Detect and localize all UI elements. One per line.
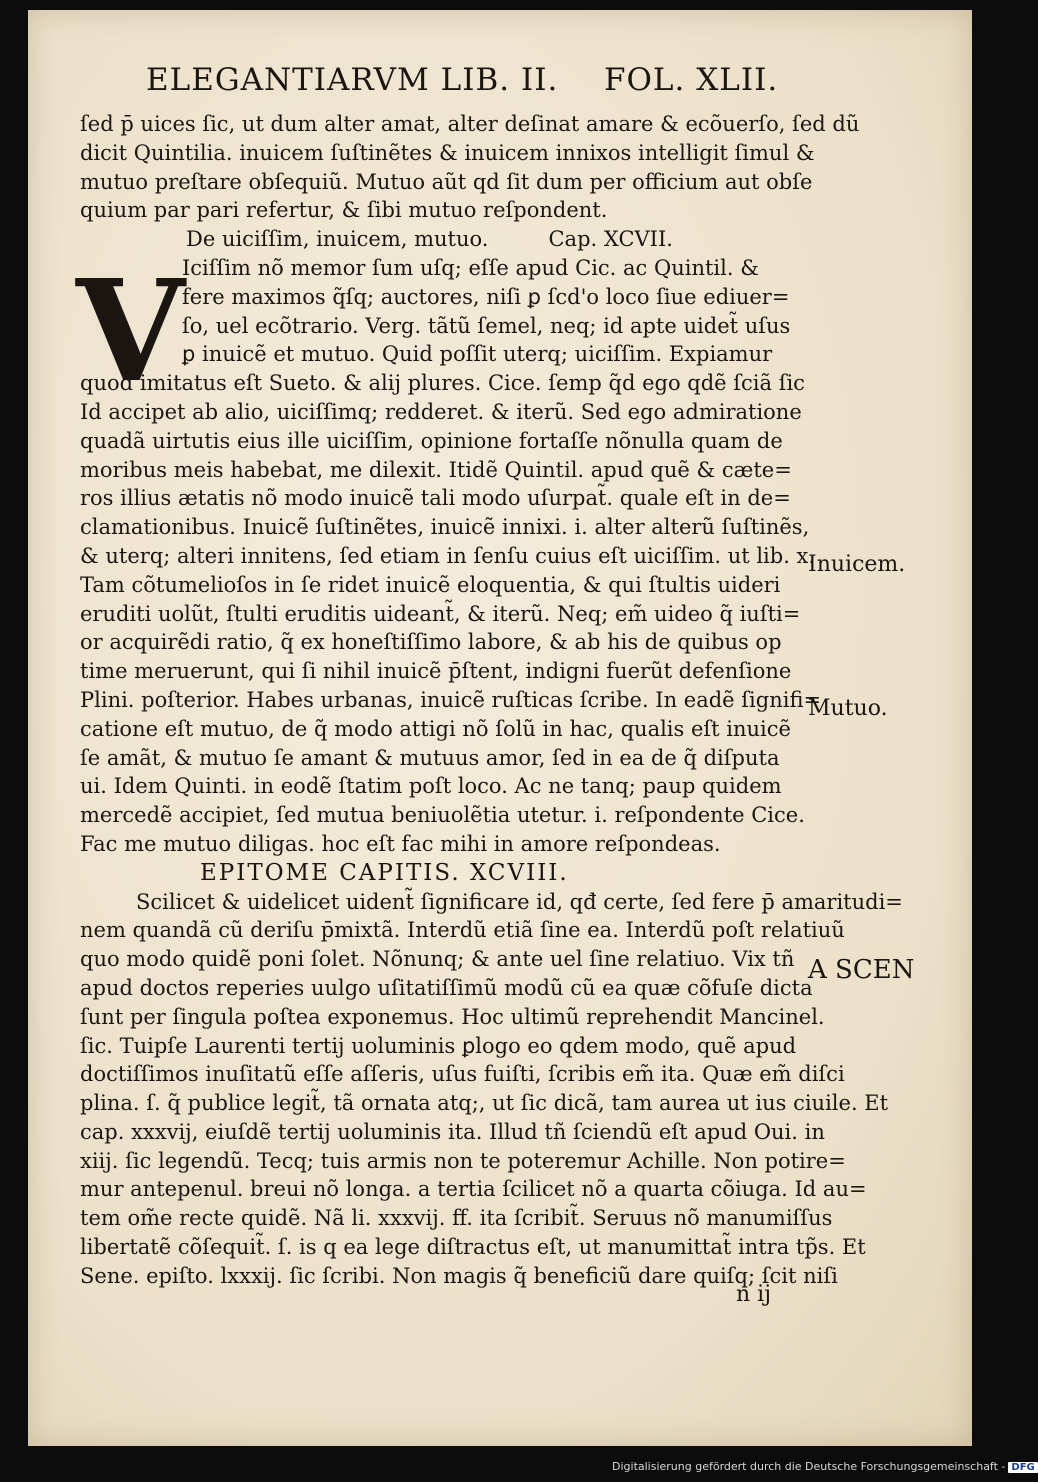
- running-title: ELEGANTIARVM LIB. II.: [146, 62, 559, 98]
- text-line: Sene. epiſto. lxxxij. ſic ſcribi. Non magis q̃ beneficiũ dare quiſq; ſcit niſi: [80, 1263, 838, 1288]
- text-line: cap. xxxvij, eiuſdẽ tertij uoluminis ita. Illud tñ ſciendũ eſt apud Oui. in: [80, 1119, 825, 1144]
- text-line: catione eſt mutuo, de q̃ modo attigi nõ ſolũ in hac, qualis eſt inuicẽ: [80, 716, 791, 741]
- text-line: eruditi uolũt, ſtulti eruditis uideant̃, & iterũ. Neq; em̃ uideo q̃ iuſti=: [80, 601, 801, 626]
- digitization-footer: [612, 1460, 1035, 1473]
- text-line: ſunt per ſingula poſtea exponemus. Hoc ultimũ reprehendit Mancinel.: [80, 1004, 825, 1029]
- text-line: mur antepenul. breui nõ longa. a tertia ſcilicet nõ a quarta cõiuga. Id au=: [80, 1177, 867, 1202]
- text-line: dicit Quintilia. inuicem ſuſtinẽtes & inuicem innixos intelligit ſimul &: [80, 140, 815, 165]
- margin-note-inuicem: Inuicem.: [808, 552, 906, 577]
- text-line: ſe amãt, & mutuo ſe amant & mutuus amor, ſed in ea de q̃ diſputa: [80, 745, 780, 770]
- text-line: Scilicet & uidelicet uident̃ ſignificare id, qđ certe, ſed fere p̄ amaritudi=: [136, 889, 903, 914]
- text-line: quo modo quidẽ poni ſolet. Nõnunq; & ante uel ſine relatiuo. Vix tñ: [80, 947, 795, 972]
- folio-number: FOL. XLII.: [604, 62, 779, 98]
- drop-cap: V: [76, 250, 185, 414]
- text-line: quium par pari refertur, & ſibi mutuo reſpondent.: [80, 198, 608, 223]
- book-page: [28, 10, 972, 1446]
- margin-note-mutuo: Mutuo.: [808, 696, 888, 721]
- text-line: plina. ſ. q̃ publice legit̃, tã ornata atq;, ut ſic dicã, tam aurea ut ius ciuile. Et: [80, 1091, 889, 1116]
- text-line: fere maximos q̃ſq; auctores, niſi ꝑ ſcd'o loco ſiue ediuer=: [182, 284, 790, 309]
- text-line: ſo, uel ecõtrario. Verg. tãtũ ſemel, neq; id apte uidet̃ uſus: [182, 313, 791, 338]
- text-line: clamationibus. Inuicẽ ſuſtinẽtes, inuicẽ innixi. i. alter alterũ ſuſtinẽs,: [80, 515, 810, 540]
- chapter-heading: [80, 225, 840, 254]
- text-line: ſed p̄ uices ſic, ut dum alter amat, alter deſinat amare & ecõuerſo, ſed dũ: [80, 112, 860, 136]
- text-line: libertatẽ cõſequit̃. ſ. is q ea lege diſtractus eſt, ut manumittat̃ intra tp̃s. Et: [80, 1235, 866, 1260]
- text-line: time meruerunt, qui ſi nihil inuicẽ p̄ſtent, indigni fuerũt defenſione: [80, 659, 792, 684]
- text-line: quadã uirtutis eius ille uiciſſim, opinione fortaſſe nõnulla quam de: [80, 428, 783, 453]
- text-line: ros illius ætatis nõ modo inuicẽ tali modo uſurpat̃. quale eſt in de=: [80, 486, 791, 511]
- text-line: mercedẽ accipiet, ſed mutua beniuolẽtia utetur. i. reſpondente Cice.: [80, 803, 805, 828]
- text-line: Iciſſim nõ memor ſum uſq; eſſe apud Cic. ac Quintil. &: [182, 255, 759, 280]
- epitome-heading: EPITOME CAPITIS. XCVIII.: [200, 859, 569, 886]
- text-line: & uterq; alteri innitens, ſed etiam in ſenſu cuius eſt uiciſſim. ut lib. x.: [80, 543, 816, 568]
- text-line: quod imitatus eſt Sueto. & alij plures. Cice. ſemp q̃d ego qdẽ ſciã ſic: [80, 371, 805, 396]
- text-line: doctiſſimos inuſitatũ eſſe aſſeris, uſus fuiſti, ſcribis em̃ ita. Quæ em̃ diſci: [80, 1062, 845, 1087]
- chapter-number: Cap. XCVII.: [548, 227, 673, 252]
- text-line: xiij. ſic legendũ. Tecq; tuis armis non te poteremur Achille. Non potire=: [80, 1148, 846, 1173]
- text-line: ſic. Tuipſe Laurenti tertij uoluminis ꝑlogo eo qdem modo, quẽ apud: [80, 1033, 797, 1058]
- margin-note-ascen: A SCEN: [808, 955, 915, 985]
- footer-text: Digitalisierung gefördert durch die Deutsche Forschungsgemeinschaft -: [612, 1460, 1006, 1473]
- text-line: ꝑ inuicẽ et mutuo. Quid poſſit uterq; uiciſſim. Expiamur: [182, 342, 773, 367]
- text-line: apud doctos reperies uulgo uſitatiſſimũ modũ cũ ea quæ cõfuſe dicta: [80, 975, 813, 1000]
- text-line: tem om̃e recte quidẽ. Nã li. xxxvij. ff. ita ſcribit̃. Seruus nõ manumiſſus: [80, 1206, 833, 1231]
- text-line: ui. Idem Quinti. in eodẽ ſtatim poſt loco. Ac ne tanq; paup quidem: [80, 774, 782, 799]
- text-line: moribus meis habebat, me dilexit. Itidẽ Quintil. apud quẽ & cæte=: [80, 457, 792, 482]
- text-line: Fac me mutuo diligas. hoc eſt fac mihi in amore reſpondeas.: [80, 831, 721, 856]
- text-line: or acquirẽdi ratio, q̃ ex honeſtiſſimo labore, & ab his de quibus op: [80, 630, 782, 655]
- text-line: Tam cõtumelioſos in ſe ridet inuicẽ eloquentia, & qui ſtultis uideri: [80, 572, 781, 597]
- dfg-logo: DFG: [1008, 1462, 1037, 1473]
- signature-mark: n ij: [736, 1282, 772, 1307]
- text-line: Id accipet ab alio, uiciſſimq; redderet. & iterũ. Sed ego admiratione: [80, 399, 802, 424]
- text-line: nem quandã cũ deriſu p̄mixtã. Interdũ etiã ſine ea. Interdũ poſt relatiuũ: [80, 918, 845, 943]
- chapter-title: De uiciſſim, inuicem, mutuo.: [186, 227, 489, 252]
- text-line: mutuo preſtare obſequiũ. Mutuo aũt qd ſit dum per officium aut obſe: [80, 169, 813, 194]
- text-line: Plini. poſterior. Habes urbanas, inuicẽ ruſticas ſcribe. In eadẽ ſignifi=: [80, 687, 822, 712]
